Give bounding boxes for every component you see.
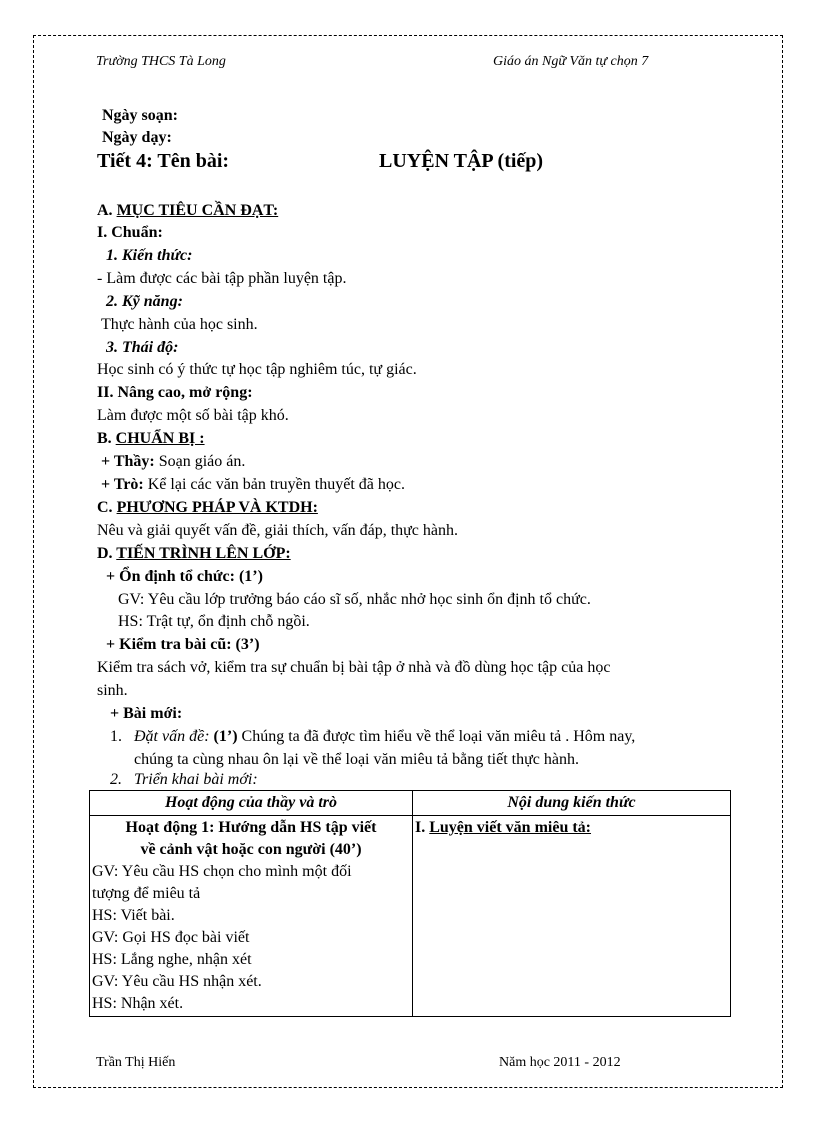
- kiem-tra-text-1: Kiểm tra sách vở, kiểm tra sự chuẩn bị bài tập ở nhà và đồ dùng học tập của học: [97, 659, 611, 676]
- item-2-number: 2.: [110, 771, 122, 788]
- lesson-table: [89, 790, 731, 1017]
- header-subject: Giáo án Ngữ Văn tự chọn 7: [493, 54, 649, 69]
- footer-author: Trần Thị Hiến: [96, 1055, 176, 1070]
- item-1-line-2: chúng ta cùng nhau ôn lại về thể loại văn miêu tả bằng tiết thực hành.: [134, 751, 579, 768]
- section-a-heading: A. MỤC TIÊU CẦN ĐẠT:: [97, 202, 279, 219]
- section-c-text: Nêu và giải quyết vấn đề, giải thích, vấn đáp, thực hành.: [97, 522, 459, 539]
- section-ii-text: Làm được một số bài tập khó.: [97, 407, 289, 424]
- activity-line: GV: Yêu cầu HS nhận xét.: [92, 973, 262, 990]
- activity-line: GV: Yêu cầu HS chọn cho mình một đối: [92, 863, 352, 880]
- tiet-label: Tiết 4: Tên bài:: [97, 150, 230, 172]
- header-school: Trường THCS Tà Long: [96, 54, 226, 69]
- kien-thuc-text: - Làm được các bài tập phần luyện tập.: [97, 270, 347, 287]
- section-ii-heading: II. Nâng cao, mở rộng:: [97, 384, 253, 401]
- lesson-title: LUYỆN TẬP (tiếp): [379, 150, 544, 172]
- activity-line: tượng để miêu tả: [92, 885, 201, 902]
- thai-do-heading: 3. Thái độ:: [106, 339, 179, 356]
- activity-title-1: Hoạt động 1: Hướng dẫn HS tập viết: [125, 819, 377, 836]
- ngay-soan: Ngày soạn:: [102, 107, 179, 124]
- bai-moi-heading: + Bài mới:: [110, 705, 183, 722]
- activity-line: HS: Lắng nghe, nhận xét: [92, 951, 252, 968]
- kiem-tra-text-2: sinh.: [97, 682, 128, 699]
- col1-header: Hoạt động của thầy và trò: [90, 791, 413, 816]
- content-cell: [413, 816, 731, 1017]
- col2-header: Nội dung kiến thức: [413, 791, 731, 816]
- ky-nang-text: Thực hành của học sinh.: [101, 316, 258, 333]
- on-dinh-hs: HS: Trật tự, ổn định chỗ ngồi.: [118, 613, 310, 630]
- footer-year: Năm học 2011 - 2012: [499, 1055, 621, 1070]
- ngay-day: Ngày dạy:: [102, 129, 172, 146]
- section-b-heading: B. CHUẨN BỊ :: [97, 430, 205, 447]
- activity-title-2: về cảnh vật hoặc con người (40’): [140, 841, 362, 858]
- on-dinh-heading: + Ổn định tổ chức: (1’): [106, 568, 263, 585]
- section-c-heading: C. PHƯƠNG PHÁP VÀ KTDH:: [97, 499, 318, 516]
- activity-line: HS: Nhận xét.: [92, 995, 184, 1012]
- thai-do-text: Học sinh có ý thức tự học tập nghiêm túc, tự giác.: [97, 361, 417, 378]
- ky-nang-heading: 2. Kỹ năng:: [106, 293, 183, 310]
- section-i-chuan: I. Chuẩn:: [97, 224, 163, 241]
- kien-thuc-heading: 1. Kiến thức:: [106, 247, 193, 264]
- on-dinh-gv: GV: Yêu cầu lớp trưởng báo cáo sĩ số, nhắc nhở học sinh ổn định tổ chức.: [118, 591, 591, 608]
- activity-line: GV: Gọi HS đọc bài viết: [92, 929, 250, 946]
- item-2-label: Triển khai bài mới:: [134, 771, 258, 788]
- tro-line: + Trò: Kể lại các văn bản truyền thuyết đã học.: [101, 476, 405, 493]
- activity-line: HS: Viết bài.: [92, 907, 175, 924]
- thay-line: + Thầy: Soạn giáo án.: [101, 453, 246, 470]
- section-d-heading: D. TIẾN TRÌNH LÊN LỚP:: [97, 545, 291, 562]
- activity-cell: [90, 816, 413, 1017]
- kiem-tra-heading: + Kiểm tra bài cũ: (3’): [106, 636, 260, 653]
- content-heading: I. Luyện viết văn miêu tả:: [415, 819, 592, 836]
- item-1-number: 1.: [110, 728, 122, 745]
- item-1-line: Đặt vấn đề: (1’) Chúng ta đã được tìm hiểu về thể loại văn miêu tả . Hôm nay,: [134, 728, 636, 745]
